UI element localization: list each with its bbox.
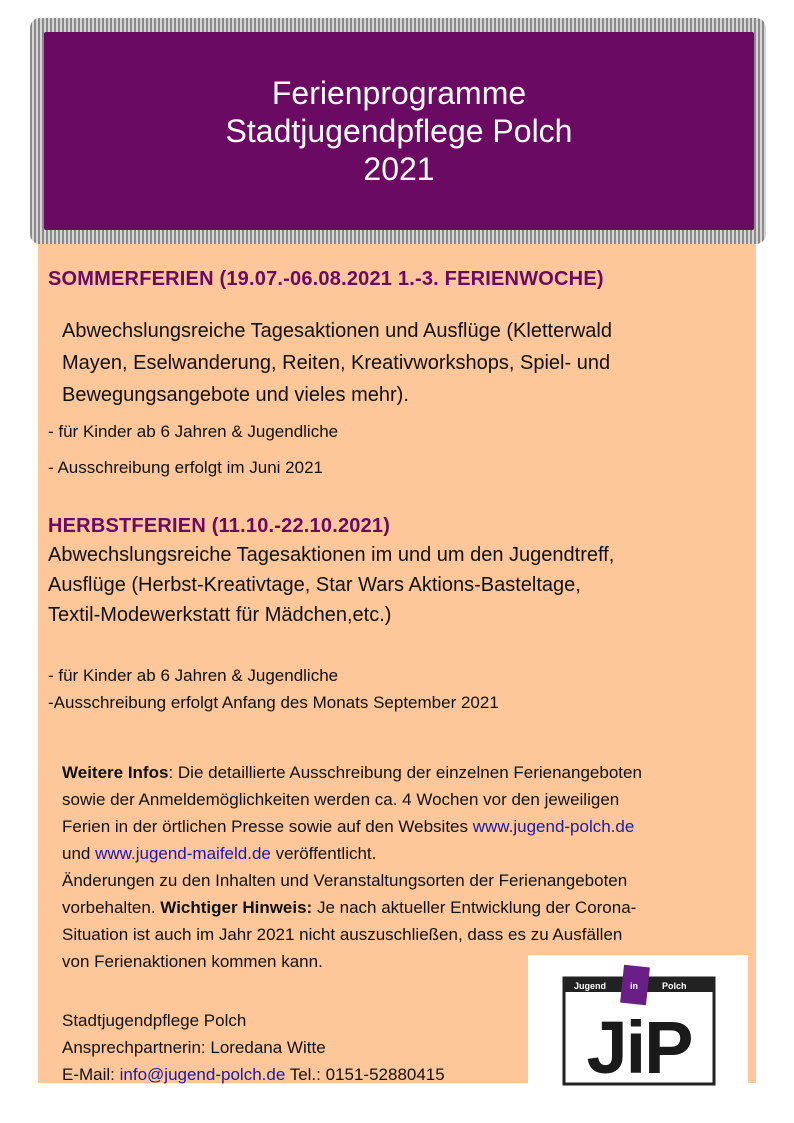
herbstferien-desc-line-3: Textil-Modewerkstatt für Mädchen,etc.) (48, 604, 392, 626)
sommerferien-description (62, 315, 612, 411)
sommerferien-bullet-announcement: - Ausschreibung erfolgt im Juni 2021 (48, 458, 323, 477)
contact-email-label: E-Mail: (62, 1065, 120, 1084)
info-line-1: : Die detaillierte Ausschreibung der einzelnen Ferienangeboten (168, 763, 642, 782)
contact-person: Ansprechpartnerin: Loredana Witte (62, 1038, 326, 1057)
logo-word-polch: Polch (662, 981, 687, 991)
sommerferien-heading: SOMMERFERIEN (19.07.-06.08.2021 1.-3. FERIENWOCHE) (48, 268, 604, 290)
title-line-1: Ferienprogramme (271, 75, 527, 111)
sommerferien-desc-line-2: Mayen, Eselwanderung, Reiten, Kreativworkshops, Spiel- und (62, 352, 611, 374)
logo-mark-jip: JiP (586, 1006, 692, 1089)
herbstferien-desc-line-2: Ausflüge (Herbst-Kreativtage, Star Wars Aktions-Basteltage, (48, 574, 581, 596)
jip-logo-graphic (528, 955, 748, 1095)
info-line-6-pre: vorbehalten. (62, 898, 161, 917)
info-line-4-post: veröffentlicht. (270, 844, 377, 863)
herbstferien-bullet-announcement: -Ausschreibung erfolgt Anfang des Monats September 2021 (48, 693, 499, 712)
logo-word-in: in (630, 981, 638, 991)
jip-logo (528, 955, 748, 1095)
info-line-5: Änderungen zu den Inhalten und Veranstaltungsorten der Ferienangeboten (62, 871, 628, 890)
title-line-3: 2021 (363, 151, 435, 187)
sommerferien-bullet-age: - für Kinder ab 6 Jahren & Jugendliche (48, 422, 339, 441)
herbstferien-heading: HERBSTFERIEN (11.10.-22.10.2021) (48, 515, 391, 537)
info-line-3: Ferien in der örtlichen Presse sowie auf den Websites (62, 817, 473, 836)
contact-phone: Tel.: 0151-52880415 (285, 1065, 445, 1084)
info-line-8: von Ferienaktionen kommen kann. (62, 952, 323, 971)
title-banner (44, 32, 754, 230)
link-jugend-polch[interactable]: www.jugend-polch.de (472, 817, 635, 836)
important-note-label: Wichtiger Hinweis: (160, 898, 313, 917)
info-line-7: Situation ist auch im Jahr 2021 nicht auszuschließen, dass es zu Ausfällen (62, 925, 623, 944)
info-paragraph (62, 759, 742, 975)
sommerferien-desc-line-3: Bewegungsangebote und vieles mehr). (62, 384, 409, 406)
sommerferien-desc-line-1: Abwechslungsreiche Tagesaktionen und Ausflüge (Kletterwald (62, 320, 612, 342)
contact-block (62, 1007, 445, 1088)
info-line-2: sowie der Anmeldemöglichkeiten werden ca. 4 Wochen vor den jeweiligen (62, 790, 620, 809)
title-line-2: Stadtjugendpflege Polch (225, 113, 573, 149)
link-jugend-maifeld[interactable]: www.jugend-maifeld.de (95, 844, 271, 863)
herbstferien-desc-line-1: Abwechslungsreiche Tagesaktionen im und um den Jugendtreff, (48, 544, 615, 566)
logo-word-jugend: Jugend (574, 981, 607, 991)
herbstferien-description (48, 540, 614, 630)
info-line-6-post: Je nach aktueller Entwicklung der Corona- (312, 898, 637, 917)
contact-email-link[interactable]: info@jugend-polch.de (119, 1065, 286, 1084)
info-line-4-pre: und (62, 844, 96, 863)
herbstferien-bullet-age: - für Kinder ab 6 Jahren & Jugendliche (48, 666, 339, 685)
contact-org: Stadtjugendpflege Polch (62, 1011, 247, 1030)
info-lead: Weitere Infos (62, 763, 169, 782)
